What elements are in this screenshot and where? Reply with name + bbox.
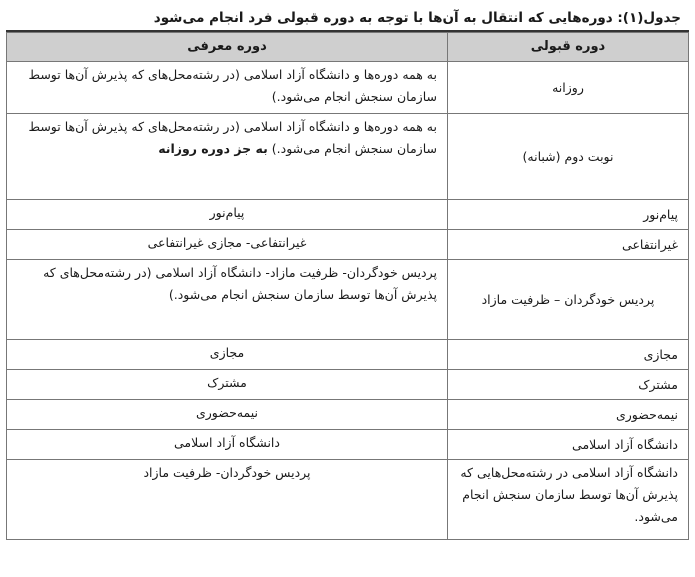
- cell-introduced: پردیس خودگردان- ظرفیت مازاد: [7, 460, 448, 540]
- cell-introduced: مشترک: [7, 370, 448, 400]
- cell-introduced-text: به همه دوره‌ها و دانشگاه آزاد اسلامی (در رشته‌محل‌های که پذیرش آن‌ها توسط سازمان سنجش انجام می‌شود.): [28, 119, 437, 156]
- cell-accepted: دانشگاه آزاد اسلامی: [448, 430, 689, 460]
- table-caption: جدول(۱): دوره‌هایی که انتقال به آن‌ها با توجه به دوره قبولی فرد انجام می‌شود: [6, 8, 689, 32]
- header-introduced: دوره معرفی: [7, 33, 448, 62]
- cell-introduced: پیام‌نور: [7, 200, 448, 230]
- cell-introduced: مجازی: [7, 340, 448, 370]
- table-row: [7, 260, 689, 340]
- cell-accepted: مشترک: [448, 370, 689, 400]
- cell-introduced: دانشگاه آزاد اسلامی: [7, 430, 448, 460]
- cell-introduced: [7, 114, 448, 200]
- table-row: [7, 460, 689, 540]
- cell-introduced: پردیس خودگردان- ظرفیت مازاد- دانشگاه آزاد اسلامی (در رشته‌محل‌های که پذیرش آن‌ها توسط سازمان سنجش انجام می‌شود.): [7, 260, 448, 340]
- table-row: [7, 400, 689, 430]
- header-accepted: دوره قبولی: [448, 33, 689, 62]
- cell-accepted: پیام‌نور: [448, 200, 689, 230]
- cell-accepted: پردیس خودگردان – ظرفیت مازاد: [448, 260, 689, 340]
- table-row: [7, 114, 689, 200]
- table-row: [7, 230, 689, 260]
- cell-accepted: مجازی: [448, 340, 689, 370]
- table-row: [7, 370, 689, 400]
- table-row: [7, 200, 689, 230]
- table-row: [7, 340, 689, 370]
- cell-accepted: نیمه‌حضوری: [448, 400, 689, 430]
- cell-introduced-bold: به جز دوره روزانه: [158, 141, 268, 156]
- transfer-table: [6, 32, 689, 540]
- cell-introduced: [7, 62, 448, 114]
- cell-introduced: نیمه‌حضوری: [7, 400, 448, 430]
- cell-accepted: غیرانتفاعی: [448, 230, 689, 260]
- cell-introduced: غیرانتفاعی- مجازی غیرانتفاعی: [7, 230, 448, 260]
- table-header-row: [7, 33, 689, 62]
- cell-accepted: نوبت دوم (شبانه): [448, 114, 689, 200]
- cell-accepted: روزانه: [448, 62, 689, 114]
- cell-accepted: دانشگاه آزاد اسلامی در رشته‌محل‌هایی که پذیرش آن‌ها توسط سازمان سنجش انجام می‌شود.: [448, 460, 689, 540]
- table-row: [7, 62, 689, 114]
- cell-introduced-text: به همه دوره‌ها و دانشگاه آزاد اسلامی (در رشته‌محل‌های که پذیرش آن‌ها توسط سازمان سنجش انجام می‌شود.): [28, 67, 437, 104]
- table-row: [7, 430, 689, 460]
